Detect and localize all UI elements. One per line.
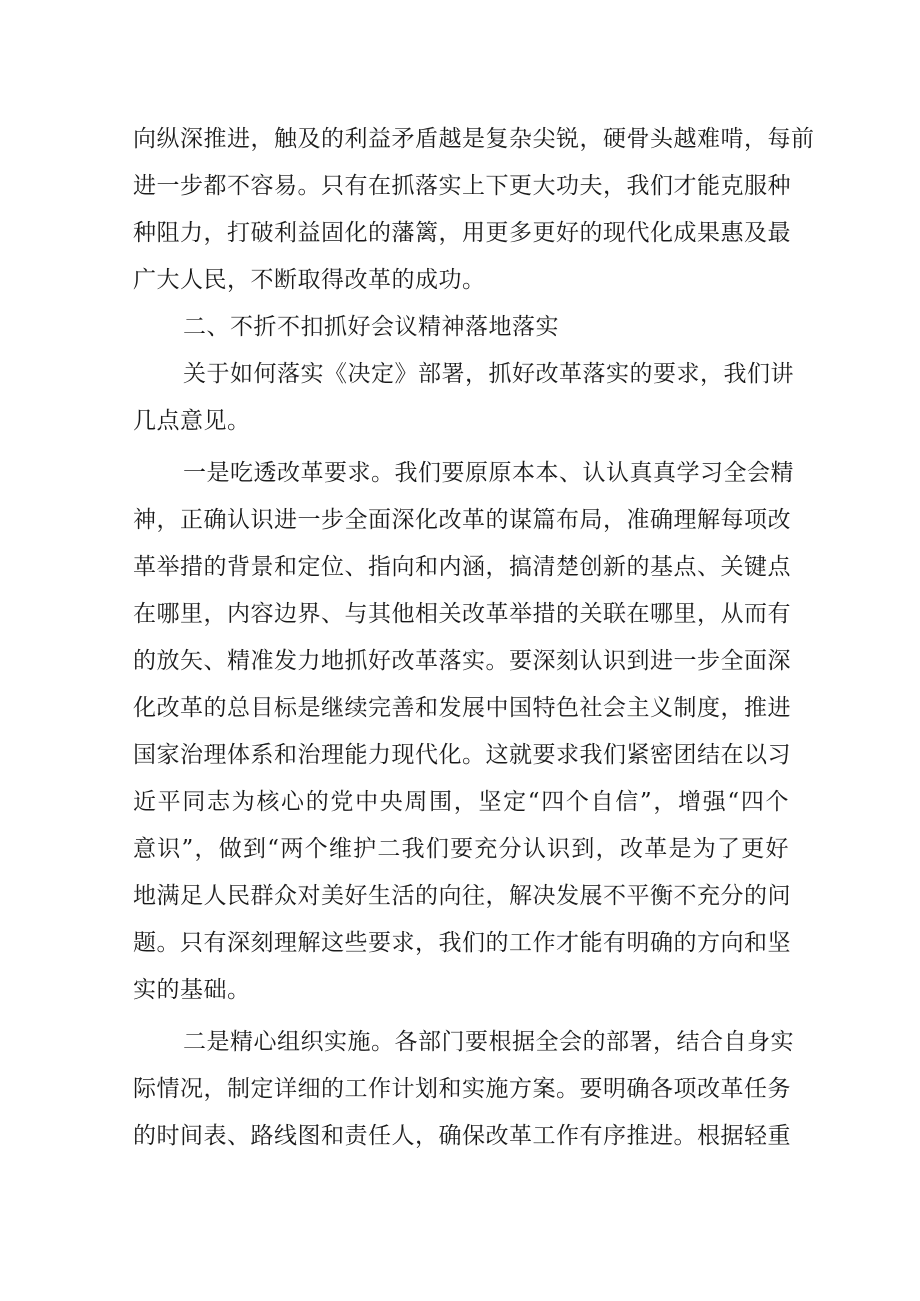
text-line: 的时间表、路线图和责任人，确保改革工作有序推进。根据轻重 [133,1123,791,1149]
text-line: 进一步都不容易。只有在抓落实上下更大功夫，我们才能克服种 [133,173,791,199]
text-line: 际情况，制定详细的工作计划和实施方案。要明确各项改革任务 [133,1076,791,1102]
text-line: 一是吃透改革要求。我们要原原本本、认认真真学习全会精 [183,460,794,486]
text-line: 神，正确认识进一步全面深化改革的谋篇布局，准确理解每项改 [133,507,791,533]
text-line: 在哪里，内容边界、与其他相关改革举措的关联在哪里，从而有 [133,601,791,627]
text-line: 关于如何落实《决定》部署，抓好改革落实的要求，我们讲 [183,361,794,387]
text-line: 意识”，做到“两个维护二我们要充分认识到，改革是为了更好 [133,836,789,862]
text-line: 化改革的总目标是继续完善和发展中国特色社会主义制度，推进 [133,695,791,721]
text-line: 实的基础。 [133,977,251,1003]
text-line: 向纵深推进，触及的利益矛盾越是复杂尖锐，硬骨头越难啃，每前 [133,126,815,152]
text-line: 国家治理体系和治理能力现代化。这就要求我们紧密团结在以习 [133,742,791,768]
text-line: 几点意见。 [133,408,251,434]
text-line: 革举措的背景和定位、指向和内涵，搞清楚创新的基点、关键点 [133,554,791,580]
text-line: 近平同志为核心的党中央周围，坚定“四个自信”，增强“四个 [133,789,789,815]
text-line: 地满足人民群众对美好生活的向往，解决发展不平衡不充分的问 [133,883,791,909]
text-line: 二是精心组织实施。各部门要根据全会的部署，结合自身实 [183,1029,794,1055]
section-heading: 二、不折不扣抓好会议精神落地落实 [183,314,559,340]
text-line: 的放矢、精准发力地抓好改革落实。要深刻认识到进一步全面深 [133,648,791,674]
text-line: 广大人民，不断取得改革的成功。 [133,267,486,293]
text-line: 题。只有深刻理解这些要求，我们的工作才能有明确的方向和坚 [133,930,791,956]
text-line: 种阻力，打破利益固化的藩篱，用更多更好的现代化成果惠及最 [133,220,791,246]
